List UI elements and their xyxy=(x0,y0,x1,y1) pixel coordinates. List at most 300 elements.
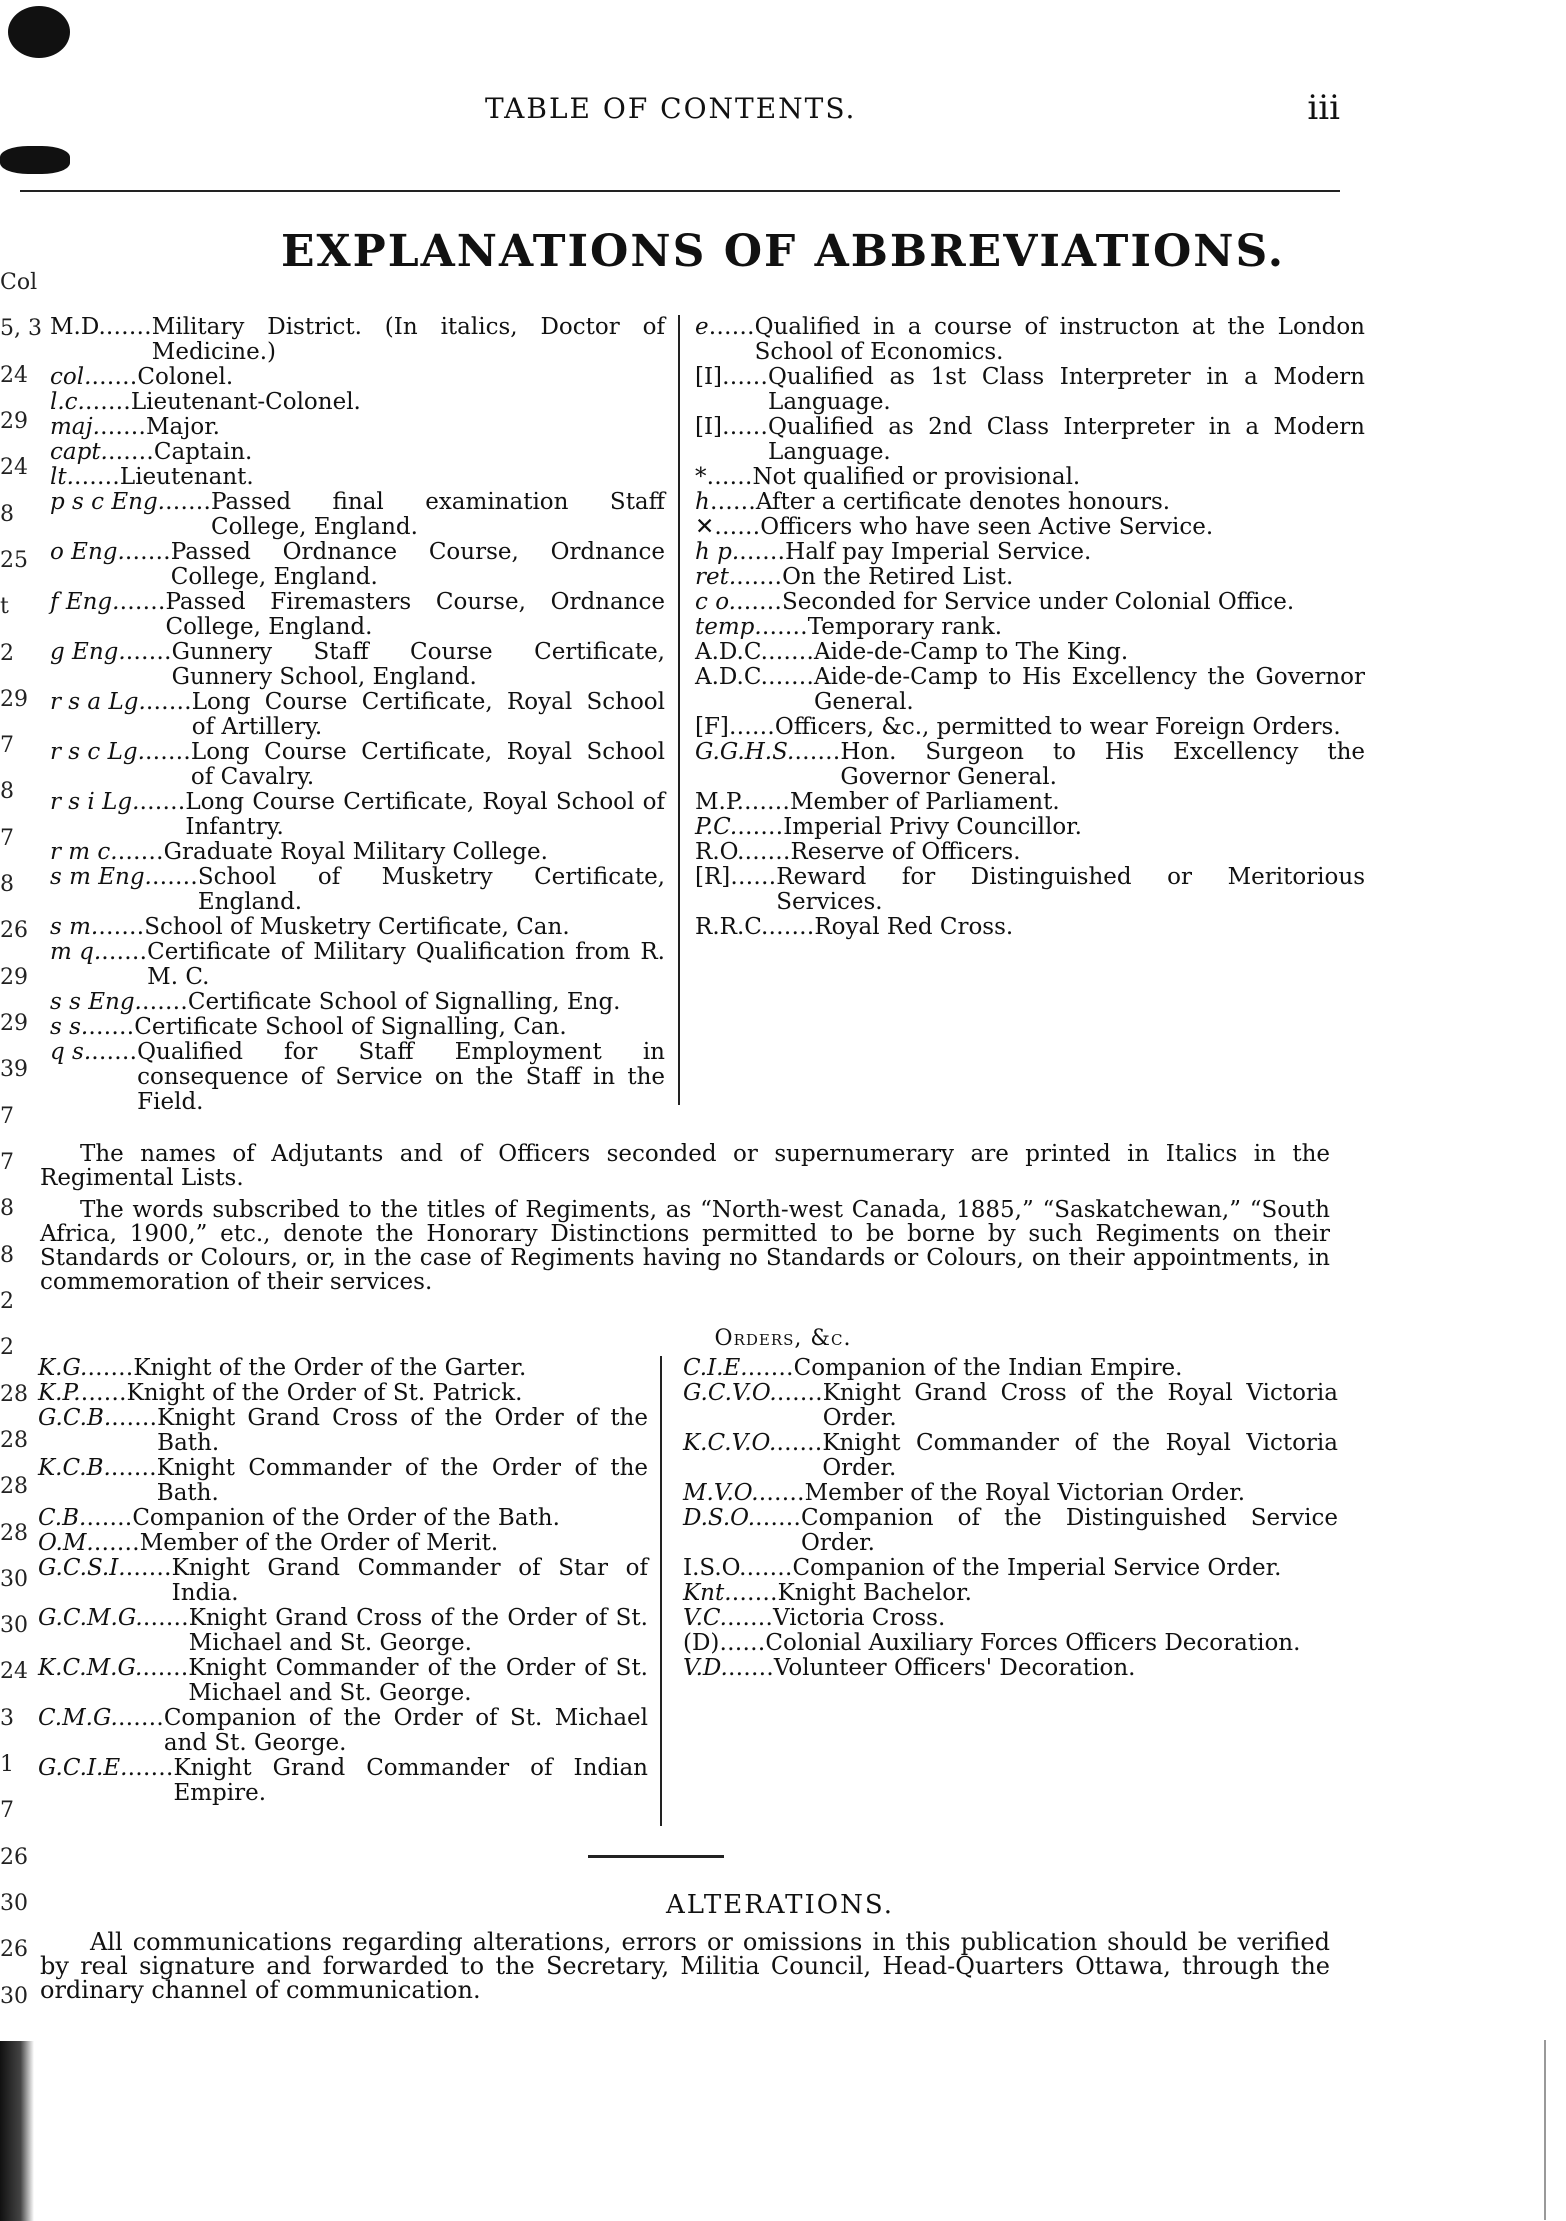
abbreviation-abbr: m q. xyxy=(50,939,102,965)
abbreviation-entry xyxy=(695,315,1365,365)
abbreviation-entry xyxy=(695,815,1365,840)
order-abbr: G.C.I.E. xyxy=(38,1755,128,1781)
abbreviation-abbr: r s i Lg. xyxy=(50,789,140,815)
order-entry xyxy=(683,1431,1338,1481)
order-definition: Knight Commander of the Royal Victoria Order. xyxy=(822,1430,1338,1481)
abbreviation-definition: Aide-de-Camp to His Excellency the Governor General. xyxy=(813,664,1365,715)
leader-dots: …… xyxy=(98,914,145,940)
order-abbr: V.D. xyxy=(683,1655,728,1681)
order-definition: Companion of the Order of the Bath. xyxy=(132,1505,560,1531)
abbreviation-abbr: r s a Lg. xyxy=(50,689,146,715)
order-entry xyxy=(683,1556,1338,1581)
abbreviation-entry xyxy=(695,865,1365,915)
abbreviation-entry xyxy=(50,315,665,365)
orders-right-column xyxy=(683,1356,1338,1681)
abbreviation-definition: Passed final examination Staff College, England. xyxy=(210,489,665,540)
leader-dots: …… xyxy=(88,1014,135,1040)
order-entry xyxy=(38,1656,648,1706)
margin-fragment: 28 xyxy=(0,1520,28,1546)
margin-fragment: 2 xyxy=(0,640,14,666)
order-definition: Companion of the Order of St. Michael and St. George. xyxy=(163,1705,648,1756)
order-entry xyxy=(683,1381,1338,1431)
abbreviation-definition: Seconded for Service under Colonial Office. xyxy=(781,589,1295,615)
leader-dots: …… xyxy=(755,1505,801,1531)
margin-fragment: 30 xyxy=(0,1566,28,1592)
order-abbr: K.C.B. xyxy=(38,1455,111,1481)
margin-fragment: 24 xyxy=(0,1659,28,1685)
order-abbr: C.B. xyxy=(38,1505,87,1531)
order-entry xyxy=(38,1756,648,1806)
margin-fragment: 7 xyxy=(0,733,14,759)
abbreviation-entry xyxy=(50,440,665,465)
margin-fragment: 8 xyxy=(0,1196,14,1222)
abbreviation-entry xyxy=(695,665,1365,715)
abbreviation-abbr: o Eng. xyxy=(50,539,125,565)
leader-dots: …… xyxy=(117,839,164,865)
abbreviation-definition: Certificate School of Signalling, Eng. xyxy=(187,989,621,1015)
margin-fragment: 25 xyxy=(0,547,28,573)
abbreviation-abbr: c o. xyxy=(695,589,736,615)
abbreviation-definition: School of Musketry Certificate, Can. xyxy=(144,914,570,940)
abbreviation-abbr: ✕ xyxy=(695,514,715,540)
alterations-text: All communications regarding alterations, errors or omissions in this publication should be verified by real signature and forwarded to the Secretary, Militia Council, Head-Quarters Ottawa, through the ordinary channel of communication. xyxy=(40,1928,1330,2004)
abbreviation-entry xyxy=(695,490,1365,515)
leader-dots: …… xyxy=(776,1380,823,1406)
leader-dots: …… xyxy=(767,639,814,665)
abbreviation-abbr: e xyxy=(695,314,709,340)
leader-dots: …… xyxy=(91,1039,138,1065)
abbreviation-entry xyxy=(50,540,665,590)
order-abbr: K.P. xyxy=(38,1380,81,1406)
leader-dots: …… xyxy=(142,1655,189,1681)
margin-fragment: 39 xyxy=(0,1057,28,1083)
note-adjutants: The names of Adjutants and of Officers seconded or supernumerary are printed in Italics in the Regimental Lists. xyxy=(40,1141,1330,1191)
abbreviation-abbr: maj. xyxy=(50,414,100,440)
abbreviation-abbr: temp. xyxy=(695,614,762,640)
abbreviation-definition: On the Retired List. xyxy=(782,564,1014,590)
margin-fragment: 29 xyxy=(0,1011,28,1037)
leader-dots: …… xyxy=(125,639,172,665)
abbreviation-abbr: ret. xyxy=(695,564,737,590)
abbreviation-abbr: s m. xyxy=(50,914,99,940)
margin-fragment: 7 xyxy=(0,1103,14,1129)
abbreviation-entry xyxy=(695,915,1365,940)
abbreviation-definition: Aide-de-Camp to The King. xyxy=(813,639,1129,665)
leader-dots: …… xyxy=(111,1405,158,1431)
order-definition: Knight of the Order of the Garter. xyxy=(133,1355,527,1381)
alterations-heading: ALTERATIONS. xyxy=(665,1890,894,1920)
leader-dots: …… xyxy=(93,1530,140,1556)
leader-dots: …… xyxy=(110,1455,157,1481)
leader-dots: …… xyxy=(145,689,192,715)
leader-dots: …… xyxy=(739,539,786,565)
abbreviations-left-column xyxy=(50,315,665,1115)
order-definition: Knight of the Order of St. Patrick. xyxy=(126,1380,523,1406)
abbreviation-entry xyxy=(50,790,665,840)
abbreviation-definition: Qualified in a course of instructon at the London School of Economics. xyxy=(754,314,1365,365)
leader-dots: …… xyxy=(728,714,775,740)
margin-fragment: 2 xyxy=(0,1288,14,1314)
leader-dots: …… xyxy=(151,864,198,890)
abbreviation-entry xyxy=(50,740,665,790)
order-definition: Colonial Auxiliary Forces Officers Decoration. xyxy=(765,1630,1301,1656)
abbreviation-abbr: * xyxy=(695,464,707,490)
abbreviation-entry xyxy=(50,690,665,740)
order-definition: Knight Commander of the Order of the Bath. xyxy=(156,1455,648,1506)
abbreviation-definition: Long Course Certificate, Royal School of Infantry. xyxy=(185,789,665,840)
order-abbr: V.C. xyxy=(683,1605,727,1631)
abbreviation-abbr: capt. xyxy=(50,439,108,465)
order-entry xyxy=(683,1631,1338,1656)
leader-dots: …… xyxy=(768,914,815,940)
orders-left-column xyxy=(38,1356,648,1806)
abbreviation-definition: Not qualified or provisional. xyxy=(752,464,1081,490)
order-entry xyxy=(38,1606,648,1656)
order-definition: Companion of the Imperial Service Order. xyxy=(792,1555,1282,1581)
abbreviation-definition: Passed Firemasters Course, Ordnance College, England. xyxy=(165,589,665,640)
abbreviation-definition: Reserve of Officers. xyxy=(790,839,1021,865)
margin-fragment: 28 xyxy=(0,1381,28,1407)
abbreviation-abbr: A.D.C. xyxy=(695,639,768,665)
abbreviation-entry xyxy=(50,640,665,690)
margin-fragment: 30 xyxy=(0,1891,28,1917)
leader-dots: …… xyxy=(706,464,753,490)
leader-dots: …… xyxy=(144,739,191,765)
abbreviation-entry xyxy=(695,640,1365,665)
abbreviation-definition: Hon. Surgeon to His Excellency the Governor General. xyxy=(840,739,1365,790)
abbreviation-entry xyxy=(50,590,665,640)
abbreviation-abbr: [I] xyxy=(695,364,723,390)
abbreviation-definition: Reward for Distinguished or Meritorious Services. xyxy=(776,864,1365,915)
margin-fragment: 29 xyxy=(0,964,28,990)
abbreviation-definition: After a certificate denotes honours. xyxy=(755,489,1171,515)
margin-fragment: 7 xyxy=(0,1798,14,1824)
order-entry xyxy=(38,1456,648,1506)
ink-blot-top-left xyxy=(8,6,70,58)
order-abbr: D.S.O. xyxy=(683,1505,755,1531)
abbreviation-entry xyxy=(695,365,1365,415)
order-abbr: K.G. xyxy=(38,1355,88,1381)
leader-dots: …… xyxy=(747,1355,794,1381)
abbreviation-entry xyxy=(50,915,665,940)
leader-dots: …… xyxy=(767,664,814,690)
leader-dots: …… xyxy=(87,1355,134,1381)
leader-dots: …… xyxy=(80,1380,127,1406)
abbreviation-definition: Temporary rank. xyxy=(807,614,1003,640)
abbreviations-right-column xyxy=(695,315,1365,940)
order-entry xyxy=(38,1706,648,1756)
running-header xyxy=(60,88,1340,132)
margin-fragment: 28 xyxy=(0,1427,28,1453)
abbreviation-definition: Lieutenant. xyxy=(119,464,254,490)
orders-column-divider xyxy=(660,1356,662,1826)
order-definition: Knight Bachelor. xyxy=(777,1580,972,1606)
leader-dots: …… xyxy=(727,1605,773,1631)
leader-dots: …… xyxy=(164,489,211,515)
abbreviation-definition: Qualified as 1st Class Interpreter in a Modern Language. xyxy=(768,364,1365,415)
abbreviation-definition: Graduate Royal Military College. xyxy=(163,839,548,865)
abbreviation-entry xyxy=(50,1015,665,1040)
leader-dots: …… xyxy=(91,364,138,390)
ink-blot-left-margin xyxy=(0,146,70,174)
abbreviation-abbr: r m c. xyxy=(50,839,118,865)
abbreviation-definition: Certificate of Military Qualification from R. M. C. xyxy=(147,939,665,990)
abbreviation-definition: Certificate School of Signalling, Can. xyxy=(134,1014,567,1040)
leader-dots: …… xyxy=(758,1480,805,1506)
abbreviation-abbr: R.R.C. xyxy=(695,914,769,940)
margin-fragment: 5, 3 xyxy=(0,316,42,342)
abbreviation-entry xyxy=(695,540,1365,565)
abbreviation-entry xyxy=(50,465,665,490)
abbreviation-definition: Gunnery Staff Course Certificate, Gunnery School, England. xyxy=(171,639,665,690)
order-abbr: G.C.V.O. xyxy=(683,1380,777,1406)
abbreviation-abbr: q s. xyxy=(50,1039,92,1065)
abbreviation-abbr: s s Eng. xyxy=(50,989,142,1015)
order-abbr: M.V.O. xyxy=(683,1480,759,1506)
leader-dots: …… xyxy=(141,989,188,1015)
abbreviation-abbr: s m Eng. xyxy=(50,864,152,890)
leader-dots: …… xyxy=(142,1605,189,1631)
abbreviation-entry xyxy=(695,840,1365,865)
abbreviation-entry xyxy=(50,990,665,1015)
margin-fragment: 3 xyxy=(0,1705,14,1731)
scan-edge-line xyxy=(1544,2040,1546,2220)
order-abbr: G.C.B. xyxy=(38,1405,112,1431)
leader-dots: …… xyxy=(722,414,769,440)
order-entry xyxy=(38,1506,648,1531)
leader-dots: …… xyxy=(737,814,784,840)
margin-fragment: 8 xyxy=(0,779,14,805)
note-honorary-distinctions: The words subscribed to the titles of Regiments, as “North-west Canada, 1885,” “Saskatchewan,” “South Africa, 1900,” etc., denote the Honorary Distinctions permitted to be borne by such Regiments on their Standards or Colours, or, in the case of Regiments having no Standards or Colours, on their appointments, in commemoration of their services. xyxy=(40,1197,1330,1295)
leader-dots: …… xyxy=(736,564,783,590)
order-definition: Knight Grand Commander of Indian Empire. xyxy=(173,1755,648,1806)
abbreviation-definition: School of Musketry Certificate, England. xyxy=(197,864,665,915)
alterations-paragraph xyxy=(40,1930,1330,2002)
margin-fragment: 8 xyxy=(0,872,14,898)
abbreviation-definition: Member of Parliament. xyxy=(790,789,1060,815)
margin-fragment: 7 xyxy=(0,825,14,851)
leader-dots: …… xyxy=(719,1630,766,1656)
margin-fragment: 8 xyxy=(0,501,14,527)
leader-dots: …… xyxy=(139,789,186,815)
order-abbr: K.C.V.O. xyxy=(683,1430,777,1456)
abbreviation-definition: Long Course Certificate, Royal School of Cavalry. xyxy=(190,739,665,790)
abbreviation-entry xyxy=(695,515,1365,540)
abbreviation-definition: Passed Ordnance Course, Ordnance College, England. xyxy=(170,539,665,590)
order-definition: Companion of the Distinguished Service Order. xyxy=(801,1505,1338,1556)
margin-fragment: 26 xyxy=(0,918,28,944)
abbreviation-definition: Lieutenant-Colonel. xyxy=(130,389,361,415)
abbreviation-abbr: f Eng. xyxy=(50,589,120,615)
abbreviation-entry xyxy=(50,490,665,540)
abbreviation-definition: Military District. (In italics, Doctor of Medicine.) xyxy=(151,314,665,365)
abbreviation-abbr: h p. xyxy=(695,539,740,565)
leader-dots: …… xyxy=(99,414,146,440)
order-entry xyxy=(38,1531,648,1556)
abbreviation-definition: Long Course Certificate, Royal School of Artillery. xyxy=(191,689,665,740)
order-entry xyxy=(38,1381,648,1406)
abbreviation-definition: Royal Red Cross. xyxy=(814,914,1014,940)
abbreviation-definition: Officers, &c., permitted to wear Foreign Orders. xyxy=(774,714,1341,740)
leader-dots: …… xyxy=(722,364,769,390)
leader-dots: …… xyxy=(73,464,120,490)
order-entry xyxy=(683,1606,1338,1631)
abbreviation-entry xyxy=(695,740,1365,790)
abbreviation-definition: Qualified for Staff Employment in consequence of Service on the Staff in the Field. xyxy=(137,1039,665,1115)
leader-dots: …… xyxy=(101,939,148,965)
abbreviation-entry xyxy=(695,565,1365,590)
leader-dots: …… xyxy=(119,589,166,615)
order-abbr: (D) xyxy=(683,1630,720,1656)
abbreviation-entry xyxy=(695,415,1365,465)
abbreviation-entry xyxy=(50,390,665,415)
abbreviation-abbr: M.D. xyxy=(50,314,106,340)
leader-dots: …… xyxy=(86,1505,133,1531)
abbreviation-definition: Half pay Imperial Service. xyxy=(785,539,1092,565)
leader-dots: …… xyxy=(746,1555,793,1581)
leader-dots: …… xyxy=(744,789,790,815)
header-title: TABLE OF CONTENTS. xyxy=(485,92,857,125)
order-abbr: K.C.M.G. xyxy=(38,1655,143,1681)
leader-dots: …… xyxy=(731,1580,778,1606)
order-definition: Victoria Cross. xyxy=(773,1605,946,1631)
order-entry xyxy=(38,1406,648,1456)
order-entry xyxy=(683,1656,1338,1681)
leader-dots: …… xyxy=(761,614,808,640)
margin-fragment: 2 xyxy=(0,1335,14,1361)
leader-dots: …… xyxy=(794,739,841,765)
abbreviation-abbr: p s c Eng. xyxy=(50,489,165,515)
abbreviation-abbr: P.C. xyxy=(695,814,738,840)
margin-fragment: 29 xyxy=(0,408,28,434)
abbreviation-definition: Imperial Privy Councillor. xyxy=(783,814,1082,840)
order-abbr: Knt. xyxy=(683,1580,732,1606)
order-entry xyxy=(683,1581,1338,1606)
page-heading: EXPLANATIONS OF ABBREVIATIONS. xyxy=(280,226,1286,277)
leader-dots: …… xyxy=(127,1755,174,1781)
leader-dots: …… xyxy=(730,864,777,890)
order-definition: Member of the Royal Victorian Order. xyxy=(804,1480,1246,1506)
abbreviation-definition: Officers who have seen Active Service. xyxy=(760,514,1214,540)
abbreviation-abbr: lt. xyxy=(50,464,74,490)
page-number: iii xyxy=(1307,88,1340,128)
abbreviation-abbr: M.P. xyxy=(695,789,744,815)
order-definition: Knight Grand Cross of the Order of St. Michael and St. George. xyxy=(188,1605,648,1656)
margin-fragment: t xyxy=(0,594,9,620)
order-entry xyxy=(683,1356,1338,1381)
margin-fragment: 26 xyxy=(0,1844,28,1870)
margin-fragment: Col xyxy=(0,270,38,295)
abbreviation-abbr: [I] xyxy=(695,414,723,440)
margin-fragment: 30 xyxy=(0,1983,28,2009)
order-abbr: O.M. xyxy=(38,1530,94,1556)
order-abbr: C.I.E. xyxy=(683,1355,748,1381)
margin-fragment: 24 xyxy=(0,362,28,388)
abbreviation-entry xyxy=(50,365,665,390)
margin-fragment: 8 xyxy=(0,1242,14,1268)
order-definition: Companion of the Indian Empire. xyxy=(793,1355,1183,1381)
header-rule xyxy=(20,190,1340,192)
order-abbr: C.M.G. xyxy=(38,1705,118,1731)
margin-fragment: 7 xyxy=(0,1150,14,1175)
abbreviation-definition: Qualified as 2nd Class Interpreter in a Modern Language. xyxy=(768,414,1365,465)
abbreviation-abbr: R.O. xyxy=(695,839,745,865)
column-divider xyxy=(678,315,680,1105)
abbreviation-definition: Major. xyxy=(145,414,220,440)
order-definition: Knight Grand Cross of the Royal Victoria Order. xyxy=(822,1380,1338,1431)
abbreviation-abbr: G.G.H.S. xyxy=(695,739,795,765)
abbreviation-entry xyxy=(50,940,665,990)
leader-dots: …… xyxy=(107,439,154,465)
leader-dots: …… xyxy=(776,1430,823,1456)
margin-fragment: 29 xyxy=(0,686,28,712)
leader-dots: …… xyxy=(709,489,756,515)
order-abbr: I.S.O. xyxy=(683,1555,747,1581)
abbreviation-entry xyxy=(695,790,1365,815)
order-entry xyxy=(38,1356,648,1381)
order-definition: Knight Grand Commander of Star of India. xyxy=(171,1555,648,1606)
notes-section xyxy=(40,1142,1330,1294)
leader-dots: …… xyxy=(124,539,171,565)
order-entry xyxy=(683,1506,1338,1556)
margin-fragment: 1 xyxy=(0,1752,14,1778)
margin-fragment: 28 xyxy=(0,1474,28,1500)
abbreviation-entry xyxy=(695,615,1365,640)
order-definition: Volunteer Officers' Decoration. xyxy=(773,1655,1136,1681)
abbreviation-abbr: col. xyxy=(50,364,92,390)
section-rule xyxy=(588,1855,724,1858)
margin-fragment: 30 xyxy=(0,1613,28,1639)
abbreviation-abbr: h xyxy=(695,489,710,515)
abbreviation-abbr: g Eng. xyxy=(50,639,126,665)
abbreviation-entry xyxy=(695,590,1365,615)
abbreviation-abbr: [R] xyxy=(695,864,731,890)
order-definition: Knight Grand Cross of the Order of the Bath. xyxy=(157,1405,648,1456)
margin-fragment: 26 xyxy=(0,1937,28,1963)
leader-dots: …… xyxy=(84,389,131,415)
abbreviation-entry xyxy=(695,465,1365,490)
abbreviation-definition: Colonel. xyxy=(137,364,234,390)
abbreviation-abbr: A.D.C. xyxy=(695,664,768,690)
orders-section xyxy=(38,1356,1338,1826)
abbreviation-abbr: [F] xyxy=(695,714,729,740)
margin-fragment: 24 xyxy=(0,455,28,481)
order-definition: Knight Commander of the Order of St. Michael and St. George. xyxy=(188,1655,648,1706)
leader-dots: …… xyxy=(708,314,755,340)
scan-edge-shadow xyxy=(0,2041,34,2221)
abbreviations-section xyxy=(50,314,1365,1135)
abbreviation-abbr: l.c. xyxy=(50,389,85,415)
abbreviation-entry xyxy=(695,715,1365,740)
abbreviation-entry xyxy=(50,865,665,915)
leader-dots: …… xyxy=(744,839,791,865)
abbreviation-entry xyxy=(50,1040,665,1115)
leader-dots: …… xyxy=(125,1555,172,1581)
abbreviation-definition: Captain. xyxy=(153,439,253,465)
leader-dots: …… xyxy=(714,514,761,540)
leader-dots: …… xyxy=(105,314,152,340)
abbreviation-abbr: r s c Lg. xyxy=(50,739,145,765)
order-abbr: G.C.S.I. xyxy=(38,1555,126,1581)
order-entry xyxy=(683,1481,1338,1506)
abbreviation-abbr: s s. xyxy=(50,1014,89,1040)
order-abbr: G.C.M.G. xyxy=(38,1605,143,1631)
leader-dots: …… xyxy=(117,1705,164,1731)
leader-dots: …… xyxy=(735,589,782,615)
abbreviation-entry xyxy=(50,840,665,865)
leader-dots: …… xyxy=(727,1655,774,1681)
abbreviation-entry xyxy=(50,415,665,440)
